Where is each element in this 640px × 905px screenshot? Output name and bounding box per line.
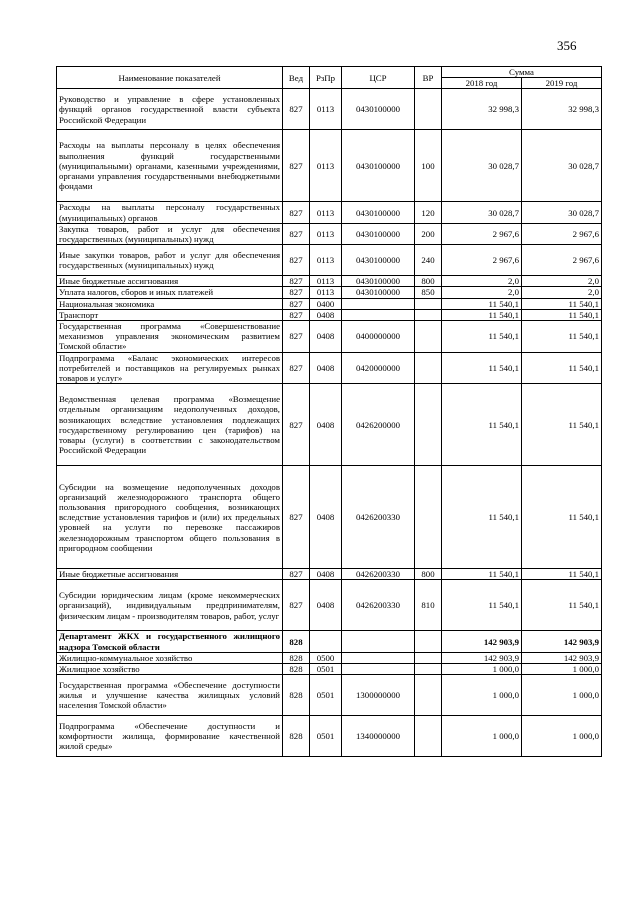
- cell-ved: 828: [283, 631, 310, 652]
- table-row: [57, 298, 602, 309]
- cell-y2018: 1 000,0: [442, 675, 522, 716]
- cell-name: Жилищно-коммунальное хозяйство: [57, 652, 283, 663]
- table-row: [57, 287, 602, 298]
- header-year-2018: 2018 год: [442, 78, 522, 89]
- header-year-2019: 2019 год: [522, 78, 602, 89]
- cell-y2019: 11 540,1: [522, 569, 602, 580]
- cell-ved: 827: [283, 466, 310, 569]
- cell-y2018: 11 540,1: [442, 309, 522, 320]
- cell-csr: 1340000000: [342, 716, 415, 757]
- cell-rzpr: 0113: [310, 202, 342, 223]
- cell-vr: [415, 664, 442, 675]
- cell-vr: 800: [415, 276, 442, 287]
- cell-y2018: 11 540,1: [442, 466, 522, 569]
- cell-y2019: 11 540,1: [522, 384, 602, 466]
- cell-y2018: 32 998,3: [442, 89, 522, 130]
- cell-ved: 828: [283, 716, 310, 757]
- cell-ved: 828: [283, 664, 310, 675]
- cell-name: Закупка товаров, работ и услуг для обеспечения государственных (муниципальных) нужд: [57, 223, 283, 244]
- cell-name: Расходы на выплаты персоналу государственных (муниципальных) органов: [57, 202, 283, 223]
- cell-rzpr: 0408: [310, 580, 342, 631]
- table-row: [57, 352, 602, 384]
- cell-ved: 827: [283, 276, 310, 287]
- cell-csr: [342, 664, 415, 675]
- cell-vr: [415, 384, 442, 466]
- cell-y2019: 32 998,3: [522, 89, 602, 130]
- cell-vr: 240: [415, 245, 442, 276]
- cell-csr: 0430100000: [342, 223, 415, 244]
- cell-y2019: 11 540,1: [522, 321, 602, 353]
- table-row: [57, 89, 602, 130]
- cell-y2019: 30 028,7: [522, 202, 602, 223]
- cell-ved: 827: [283, 321, 310, 353]
- cell-ved: 827: [283, 352, 310, 384]
- cell-y2018: 11 540,1: [442, 580, 522, 631]
- cell-ved: 827: [283, 89, 310, 130]
- table-row: [57, 309, 602, 320]
- cell-csr: [342, 298, 415, 309]
- cell-vr: 800: [415, 569, 442, 580]
- cell-rzpr: 0113: [310, 130, 342, 202]
- cell-csr: [342, 631, 415, 652]
- cell-vr: [415, 631, 442, 652]
- cell-y2018: 2 967,6: [442, 245, 522, 276]
- cell-vr: [415, 466, 442, 569]
- cell-csr: [342, 309, 415, 320]
- cell-name: Государственная программа «Обеспечение доступности жилья и улучшение качества жилищных условий населения Томской области»: [57, 675, 283, 716]
- cell-rzpr: 0113: [310, 89, 342, 130]
- cell-y2019: 142 903,9: [522, 631, 602, 652]
- cell-csr: 0430100000: [342, 276, 415, 287]
- cell-rzpr: 0400: [310, 298, 342, 309]
- table-row: [57, 202, 602, 223]
- cell-name: Иные закупки товаров, работ и услуг для обеспечения государственных (муниципальных) нужд: [57, 245, 283, 276]
- cell-y2018: 1 000,0: [442, 716, 522, 757]
- cell-csr: 0420000000: [342, 352, 415, 384]
- cell-vr: [415, 652, 442, 663]
- cell-ved: 827: [283, 202, 310, 223]
- cell-rzpr: 0408: [310, 321, 342, 353]
- cell-rzpr: 0408: [310, 569, 342, 580]
- cell-vr: 120: [415, 202, 442, 223]
- cell-rzpr: [310, 631, 342, 652]
- cell-y2019: 30 028,7: [522, 130, 602, 202]
- cell-y2018: 2,0: [442, 287, 522, 298]
- cell-rzpr: 0113: [310, 245, 342, 276]
- header-csr: ЦСР: [342, 67, 415, 89]
- cell-rzpr: 0501: [310, 675, 342, 716]
- cell-name: Подпрограмма «Баланс экономических интересов потребителей и поставщиков на регулируемых рынках товаров и услуг»: [57, 352, 283, 384]
- cell-rzpr: 0501: [310, 664, 342, 675]
- cell-ved: 827: [283, 298, 310, 309]
- table-row: [57, 223, 602, 244]
- cell-name: Государственная программа «Совершенствование механизмов управления экономическим развитием Томской области»: [57, 321, 283, 353]
- cell-y2019: 2 967,6: [522, 223, 602, 244]
- cell-ved: 827: [283, 309, 310, 320]
- cell-csr: 0430100000: [342, 130, 415, 202]
- cell-y2019: 2,0: [522, 276, 602, 287]
- cell-vr: [415, 309, 442, 320]
- header-ved: Вед: [283, 67, 310, 89]
- cell-vr: 200: [415, 223, 442, 244]
- table-row: [57, 569, 602, 580]
- cell-y2019: 2 967,6: [522, 245, 602, 276]
- cell-csr: 1300000000: [342, 675, 415, 716]
- table-row: [57, 130, 602, 202]
- cell-rzpr: 0113: [310, 276, 342, 287]
- cell-vr: [415, 89, 442, 130]
- cell-csr: [342, 652, 415, 663]
- cell-name: Национальная экономика: [57, 298, 283, 309]
- cell-rzpr: 0408: [310, 309, 342, 320]
- header-sum: Сумма: [442, 67, 602, 78]
- cell-rzpr: 0408: [310, 384, 342, 466]
- cell-ved: 827: [283, 384, 310, 466]
- cell-y2019: 11 540,1: [522, 580, 602, 631]
- cell-y2019: 1 000,0: [522, 675, 602, 716]
- cell-ved: 827: [283, 569, 310, 580]
- cell-y2019: 11 540,1: [522, 352, 602, 384]
- page-number: 356: [557, 38, 577, 53]
- table-row: [57, 580, 602, 631]
- table-row: [57, 631, 602, 652]
- cell-csr: 0430100000: [342, 202, 415, 223]
- cell-name: Субсидии юридическим лицам (кроме некоммерческих организаций), индивидуальным предпринимателям, физическим лицам - производителям товаров, работ, услуг: [57, 580, 283, 631]
- cell-ved: 827: [283, 223, 310, 244]
- table-row: [57, 321, 602, 353]
- cell-vr: 810: [415, 580, 442, 631]
- cell-vr: [415, 298, 442, 309]
- table-row: [57, 716, 602, 757]
- table-row: [57, 276, 602, 287]
- table-row: [57, 466, 602, 569]
- cell-csr: 0426200330: [342, 466, 415, 569]
- cell-ved: 827: [283, 245, 310, 276]
- cell-ved: 827: [283, 287, 310, 298]
- cell-name: Уплата налогов, сборов и иных платежей: [57, 287, 283, 298]
- cell-y2018: 30 028,7: [442, 130, 522, 202]
- cell-y2018: 11 540,1: [442, 352, 522, 384]
- cell-csr: 0426200330: [342, 580, 415, 631]
- cell-name: Иные бюджетные ассигнования: [57, 569, 283, 580]
- cell-rzpr: 0113: [310, 223, 342, 244]
- cell-name: Подпрограмма «Обеспечение доступности и комфортности жилища, формирование качественной жилой среды»: [57, 716, 283, 757]
- cell-vr: [415, 352, 442, 384]
- header-name: Наименование показателей: [57, 67, 283, 89]
- cell-name: Руководство и управление в сфере установленных функций органов государственной власти субъекта Российской Федерации: [57, 89, 283, 130]
- cell-y2018: 2 967,6: [442, 223, 522, 244]
- table-row: [57, 675, 602, 716]
- budget-table: [56, 66, 602, 757]
- cell-name: Жилищное хозяйство: [57, 664, 283, 675]
- cell-y2019: 1 000,0: [522, 716, 602, 757]
- cell-ved: 828: [283, 675, 310, 716]
- cell-name: Департамент ЖКХ и государственного жилищного надзора Томской области: [57, 631, 283, 652]
- cell-y2018: 142 903,9: [442, 652, 522, 663]
- cell-y2019: 1 000,0: [522, 664, 602, 675]
- cell-csr: 0400000000: [342, 321, 415, 353]
- cell-y2019: 2,0: [522, 287, 602, 298]
- cell-y2019: 11 540,1: [522, 298, 602, 309]
- cell-rzpr: 0501: [310, 716, 342, 757]
- cell-ved: 827: [283, 130, 310, 202]
- cell-y2018: 11 540,1: [442, 384, 522, 466]
- cell-vr: 850: [415, 287, 442, 298]
- cell-ved: 827: [283, 580, 310, 631]
- cell-y2019: 11 540,1: [522, 466, 602, 569]
- cell-name: Транспорт: [57, 309, 283, 320]
- header-vr: ВР: [415, 67, 442, 89]
- cell-vr: [415, 321, 442, 353]
- cell-csr: 0426200330: [342, 569, 415, 580]
- cell-y2019: 11 540,1: [522, 309, 602, 320]
- cell-y2018: 11 540,1: [442, 569, 522, 580]
- cell-rzpr: 0408: [310, 352, 342, 384]
- cell-name: Иные бюджетные ассигнования: [57, 276, 283, 287]
- cell-name: Расходы на выплаты персоналу в целях обеспечения выполнения функций государственными (муниципальными) органами, казенными учреждениями, органами управления государственными внебюджетными фондами: [57, 130, 283, 202]
- cell-csr: 0430100000: [342, 89, 415, 130]
- cell-ved: 828: [283, 652, 310, 663]
- cell-csr: 0430100000: [342, 287, 415, 298]
- cell-y2018: 1 000,0: [442, 664, 522, 675]
- header-rzpr: РзПр: [310, 67, 342, 89]
- cell-name: Субсидии на возмещение недополученных доходов организаций железнодорожного транспорта общего пользования пригородного сообщения, возникающих вследствие установления тарифов и (или) их предельных уровней на услуги по перевозке пассажиров железнодорожным транспортом общего пользования в пригородном сообщении: [57, 466, 283, 569]
- cell-vr: [415, 675, 442, 716]
- table-row: [57, 664, 602, 675]
- table-row: [57, 384, 602, 466]
- cell-y2018: 142 903,9: [442, 631, 522, 652]
- cell-y2018: 11 540,1: [442, 298, 522, 309]
- cell-name: Ведомственная целевая программа «Возмещение отдельным организациям недополученных доходов, возникающих вследствие установления подлежащих государственному регулированию цен (тарифов) на товары (услуги) в соответствии с законодательством Российской Федерации: [57, 384, 283, 466]
- cell-csr: 0430100000: [342, 245, 415, 276]
- table-row: [57, 652, 602, 663]
- cell-y2018: 2,0: [442, 276, 522, 287]
- cell-vr: 100: [415, 130, 442, 202]
- cell-y2018: 11 540,1: [442, 321, 522, 353]
- cell-y2019: 142 903,9: [522, 652, 602, 663]
- cell-rzpr: 0500: [310, 652, 342, 663]
- cell-csr: 0426200000: [342, 384, 415, 466]
- cell-y2018: 30 028,7: [442, 202, 522, 223]
- table-row: [57, 245, 602, 276]
- cell-rzpr: 0408: [310, 466, 342, 569]
- cell-vr: [415, 716, 442, 757]
- cell-rzpr: 0113: [310, 287, 342, 298]
- budget-table-body: [57, 89, 602, 757]
